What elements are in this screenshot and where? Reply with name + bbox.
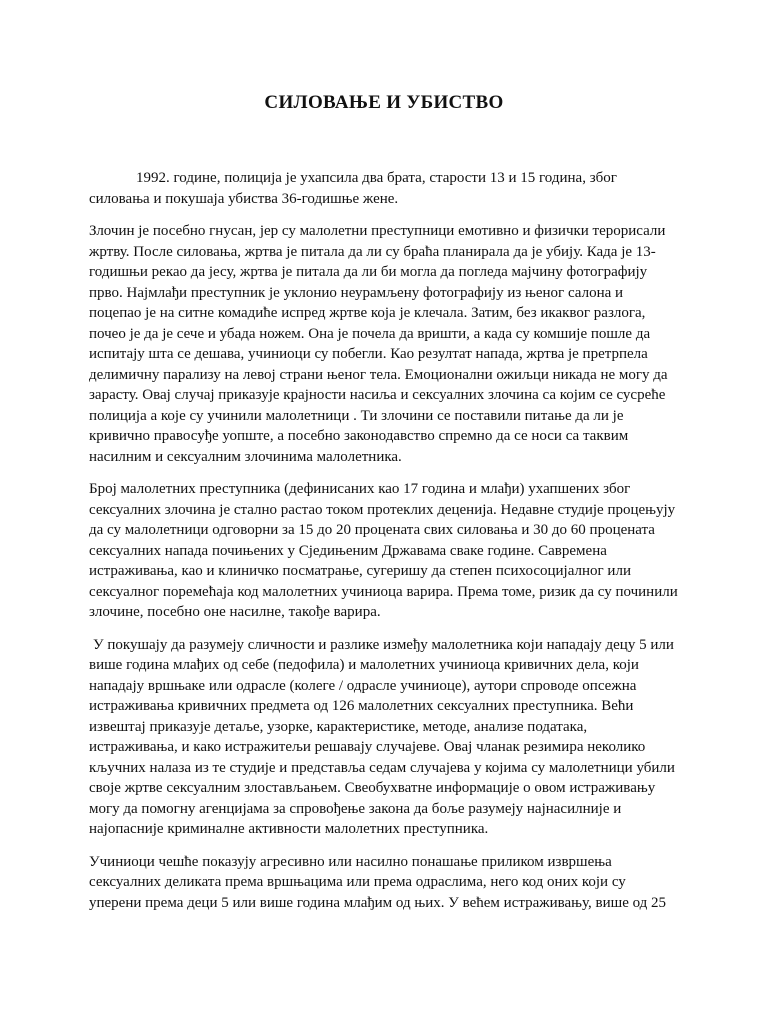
paragraph: Злочин је посебно гнусан, јер су малолетни преступници емотивно и физички терорисали жртву. После силовања, жртва је питала да ли су браћа планирала да је убију. Када је 13-годишњи рекао да јесу, жртва је питала да ли би могла да погледа мајчину фотографију прво. Најмлађи преступник је уклонио неурамљену фотографију из њеног салона и поцепао је на ситне комадиће испред жртве која је клечала. Затим, без икаквог разлога, почео је да је сече и убада ножем. Она је почела да вришти, а када су комшије пошле да испитају шта се дешава, учиниоци су побегли. Као резултат напада, жртва је претрпела делимичну парализу на левој страни њеног тела. Емоционални ожиљци никада не могу да зарасту. Овај случај приказује крајности насиља и сексуалних злочина са којим се сусреће полиција а које су учинили малолетници . Ти злочини се поставили питање да ли је кривично правосуђе уопште, а посебно законодавство спремно да се носи са таквим насилним и сексуалним злочинима малолетника.: [89, 223, 668, 465]
paragraph: 1992. године, полиција је ухапсила два брата, старости 13 и 15 година, због силовања и покушаја убиства 36-годишње жене.: [89, 170, 617, 207]
paragraph: Учиниоци чешће показују агресивно или насилно понашање приликом извршења сексуалних деликата према вршњацима или према одраслима, него код оних који су уперени према деци 5 или више година млађим од њих. У већем истраживању, више од 25: [89, 853, 667, 911]
document-title: СИЛОВАЊЕ И УБИСТВО: [264, 92, 504, 113]
document-body: [89, 168, 679, 925]
paragraph: Број малолетних преступника (дефинисаних као 17 година и млађи) ухапшених због сексуалних злочина је стално растао током протеклих деценија. Недавне студије процењују да су малолетници одговорни за 15 до 20 процената свих силовања и 30 до 60 процената сексуалних напада почињених у Сједињеним Државама сваке године. Савремена истраживања, као и клиничко посматрање, сугеришу да степен психосоцијалног или сексуалног поремећаја код малолетних учиниоца варира. Према томе, ризик да су починили злочине, посебно оне насилне, такође варира.: [89, 481, 678, 620]
paragraph: У покушају да разумеју сличности и разлике између малолетника који нападају децу 5 или више година млађих од себе (педофила) и малолетних учиниоца кривичних дела, који нападају вршњаке или одрасле (колеге / одрасле учиниоце), аутори спроводе опсежна истраживања кривичних предмета од 126 малолетних сексуалних преступника. Већи извештај приказује детаље, узорке, карактеристике, методе, анализе података, истраживања, и како истражитељи решавају случајеве. Овај чланак резимира неколико кључних налаза из те студије и представља седам случајева у којима су малолетници убили своје жртве сексуалним злостављањем. Свеобухватне информације о овом истраживању могу да помогну агенцијама за спровођење закона да боље разумеју најнасилније и најопасније криминалне активности малолетних преступника.: [89, 636, 675, 837]
